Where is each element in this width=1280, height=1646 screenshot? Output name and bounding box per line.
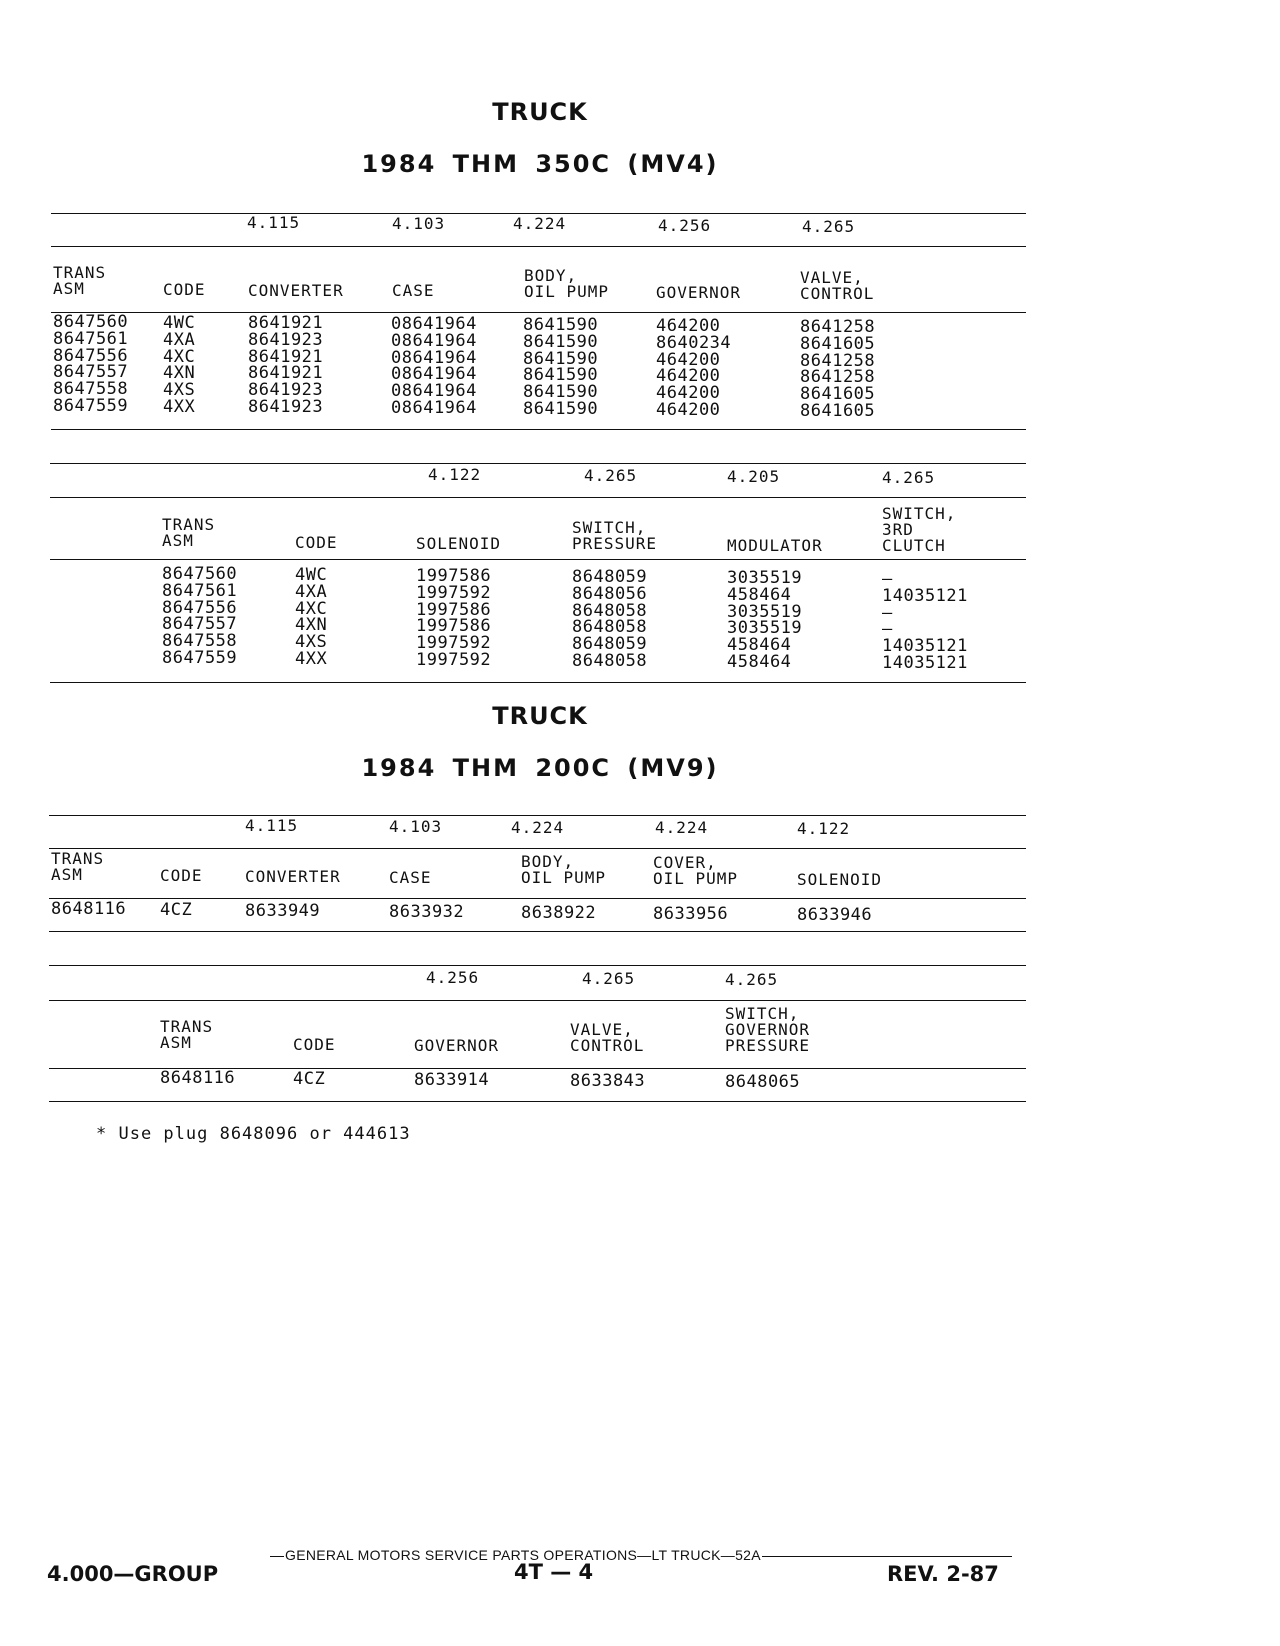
group-number: 4.256 bbox=[426, 968, 480, 987]
group-number: 4.265 bbox=[802, 217, 856, 236]
header-body-oil-pump: BODY, OIL PUMP bbox=[524, 266, 610, 301]
table-rule bbox=[50, 682, 1026, 683]
footer-revision: REV. 2-87 bbox=[887, 1562, 999, 1586]
table-rule bbox=[51, 429, 1026, 430]
header-governor: GOVERNOR bbox=[414, 1036, 500, 1055]
column-trans-asm: 8647560 8647561 8647556 8647557 8647558 8647559 bbox=[162, 564, 238, 668]
group-number: 4.256 bbox=[658, 216, 712, 235]
section2-subtitle: 1984 THM 200C (MV9) bbox=[361, 754, 719, 782]
header-valve-control: VALVE, CONTROL bbox=[570, 1020, 645, 1055]
group-number: 4.265 bbox=[582, 969, 636, 988]
table-rule bbox=[49, 931, 1026, 932]
cell-code: 4CZ bbox=[293, 1069, 326, 1089]
footer-publisher: GENERAL MOTORS SERVICE PARTS OPERATIONS—LT TRUCK—52A bbox=[285, 1547, 761, 1563]
header-switch-governor-pressure: SWITCH, GOVERNOR PRESSURE bbox=[725, 1004, 811, 1055]
section2-title: TRUCK bbox=[492, 702, 588, 730]
footer-group: 4.000—GROUP bbox=[47, 1562, 219, 1586]
cell-case: 8633932 bbox=[389, 902, 465, 922]
column-trans-asm: 8647560 8647561 8647556 8647557 8647558 8647559 bbox=[53, 312, 129, 416]
header-solenoid: SOLENOID bbox=[797, 870, 883, 889]
column-code: 4WC 4XA 4XC 4XN 4XS 4XX bbox=[163, 313, 196, 417]
table-rule bbox=[50, 559, 1026, 560]
table-rule bbox=[49, 898, 1026, 899]
table-rule bbox=[50, 463, 1026, 464]
group-number: 4.122 bbox=[428, 465, 482, 484]
header-code: CODE bbox=[163, 280, 206, 299]
cell-code: 4CZ bbox=[160, 900, 193, 920]
section1-subtitle: 1984 THM 350C (MV4) bbox=[361, 150, 719, 178]
header-switch-3rd-clutch: SWITCH, 3RD CLUTCH bbox=[882, 504, 957, 555]
table-rule bbox=[49, 1101, 1026, 1102]
header-solenoid: SOLENOID bbox=[416, 534, 502, 553]
header-modulator: MODULATOR bbox=[727, 536, 823, 555]
cell-switch-governor-pressure: 8648065 bbox=[725, 1072, 801, 1092]
column-code: 4WC 4XA 4XC 4XN 4XS 4XX bbox=[295, 565, 328, 669]
column-valve-control: 8641258 8641605 8641258 8641258 8641605 8641605 bbox=[800, 317, 876, 421]
column-case: 08641964 08641964 08641964 08641964 08641964 08641964 bbox=[391, 314, 477, 418]
section1-title: TRUCK bbox=[492, 98, 588, 126]
header-converter: CONVERTER bbox=[248, 281, 344, 300]
cell-body-oil-pump: 8638922 bbox=[521, 903, 597, 923]
group-number: 4.122 bbox=[797, 819, 851, 838]
header-code: CODE bbox=[293, 1035, 336, 1054]
table-rule bbox=[50, 497, 1026, 498]
cell-cover-oil-pump: 8633956 bbox=[653, 904, 729, 924]
header-valve-control: VALVE, CONTROL bbox=[800, 268, 875, 303]
header-case: CASE bbox=[389, 868, 432, 887]
cell-solenoid: 8633946 bbox=[797, 905, 873, 925]
header-case: CASE bbox=[392, 281, 435, 300]
header-trans-asm: TRANS ASM bbox=[162, 515, 216, 550]
group-number: 4.103 bbox=[392, 214, 446, 233]
group-number: 4.115 bbox=[247, 213, 301, 232]
column-switch-3rd-clutch: – 14035121 – – 14035121 14035121 bbox=[882, 569, 968, 673]
column-body-oil-pump: 8641590 8641590 8641590 8641590 8641590 8641590 bbox=[523, 315, 599, 419]
column-switch-pressure: 8648059 8648056 8648058 8648058 8648059 8648058 bbox=[572, 567, 648, 671]
header-code: CODE bbox=[295, 533, 338, 552]
table-rule bbox=[51, 312, 1026, 313]
header-cover-oil-pump: COVER, OIL PUMP bbox=[653, 853, 739, 888]
cell-governor: 8633914 bbox=[414, 1070, 490, 1090]
group-number: 4.265 bbox=[882, 468, 936, 487]
header-code: CODE bbox=[160, 866, 203, 885]
table-rule bbox=[51, 246, 1026, 247]
table-rule bbox=[49, 965, 1026, 966]
table-rule bbox=[49, 848, 1026, 849]
group-number: 4.265 bbox=[584, 466, 638, 485]
header-trans-asm: TRANS ASM bbox=[53, 263, 107, 298]
footer-page-number: 4T — 4 bbox=[514, 1560, 594, 1584]
group-number: 4.224 bbox=[513, 214, 567, 233]
header-governor: GOVERNOR bbox=[656, 283, 742, 302]
group-number: 4.224 bbox=[511, 818, 565, 837]
header-trans-asm: TRANS ASM bbox=[160, 1017, 214, 1052]
cell-valve-control: 8633843 bbox=[570, 1071, 646, 1091]
column-solenoid: 1997586 1997592 1997586 1997586 1997592 1997592 bbox=[416, 566, 492, 670]
header-switch-pressure: SWITCH, PRESSURE bbox=[572, 518, 658, 553]
cell-trans-asm: 8648116 bbox=[51, 899, 127, 919]
cell-converter: 8633949 bbox=[245, 901, 321, 921]
table-rule bbox=[49, 1000, 1026, 1001]
column-converter: 8641921 8641923 8641921 8641921 8641923 8641923 bbox=[248, 313, 324, 417]
footnote: * Use plug 8648096 or 444613 bbox=[96, 1124, 411, 1144]
group-number: 4.103 bbox=[389, 817, 443, 836]
group-number: 4.205 bbox=[727, 467, 781, 486]
cell-trans-asm: 8648116 bbox=[160, 1068, 236, 1088]
column-governor: 464200 8640234 464200 464200 464200 464200 bbox=[656, 316, 732, 420]
table-rule bbox=[49, 815, 1026, 816]
column-modulator: 3035519 458464 3035519 3035519 458464 458464 bbox=[727, 568, 803, 672]
header-trans-asm: TRANS ASM bbox=[51, 849, 105, 884]
group-number: 4.265 bbox=[725, 970, 779, 989]
group-number: 4.115 bbox=[245, 816, 299, 835]
header-converter: CONVERTER bbox=[245, 867, 341, 886]
group-number: 4.224 bbox=[655, 818, 709, 837]
header-body-oil-pump: BODY, OIL PUMP bbox=[521, 852, 607, 887]
